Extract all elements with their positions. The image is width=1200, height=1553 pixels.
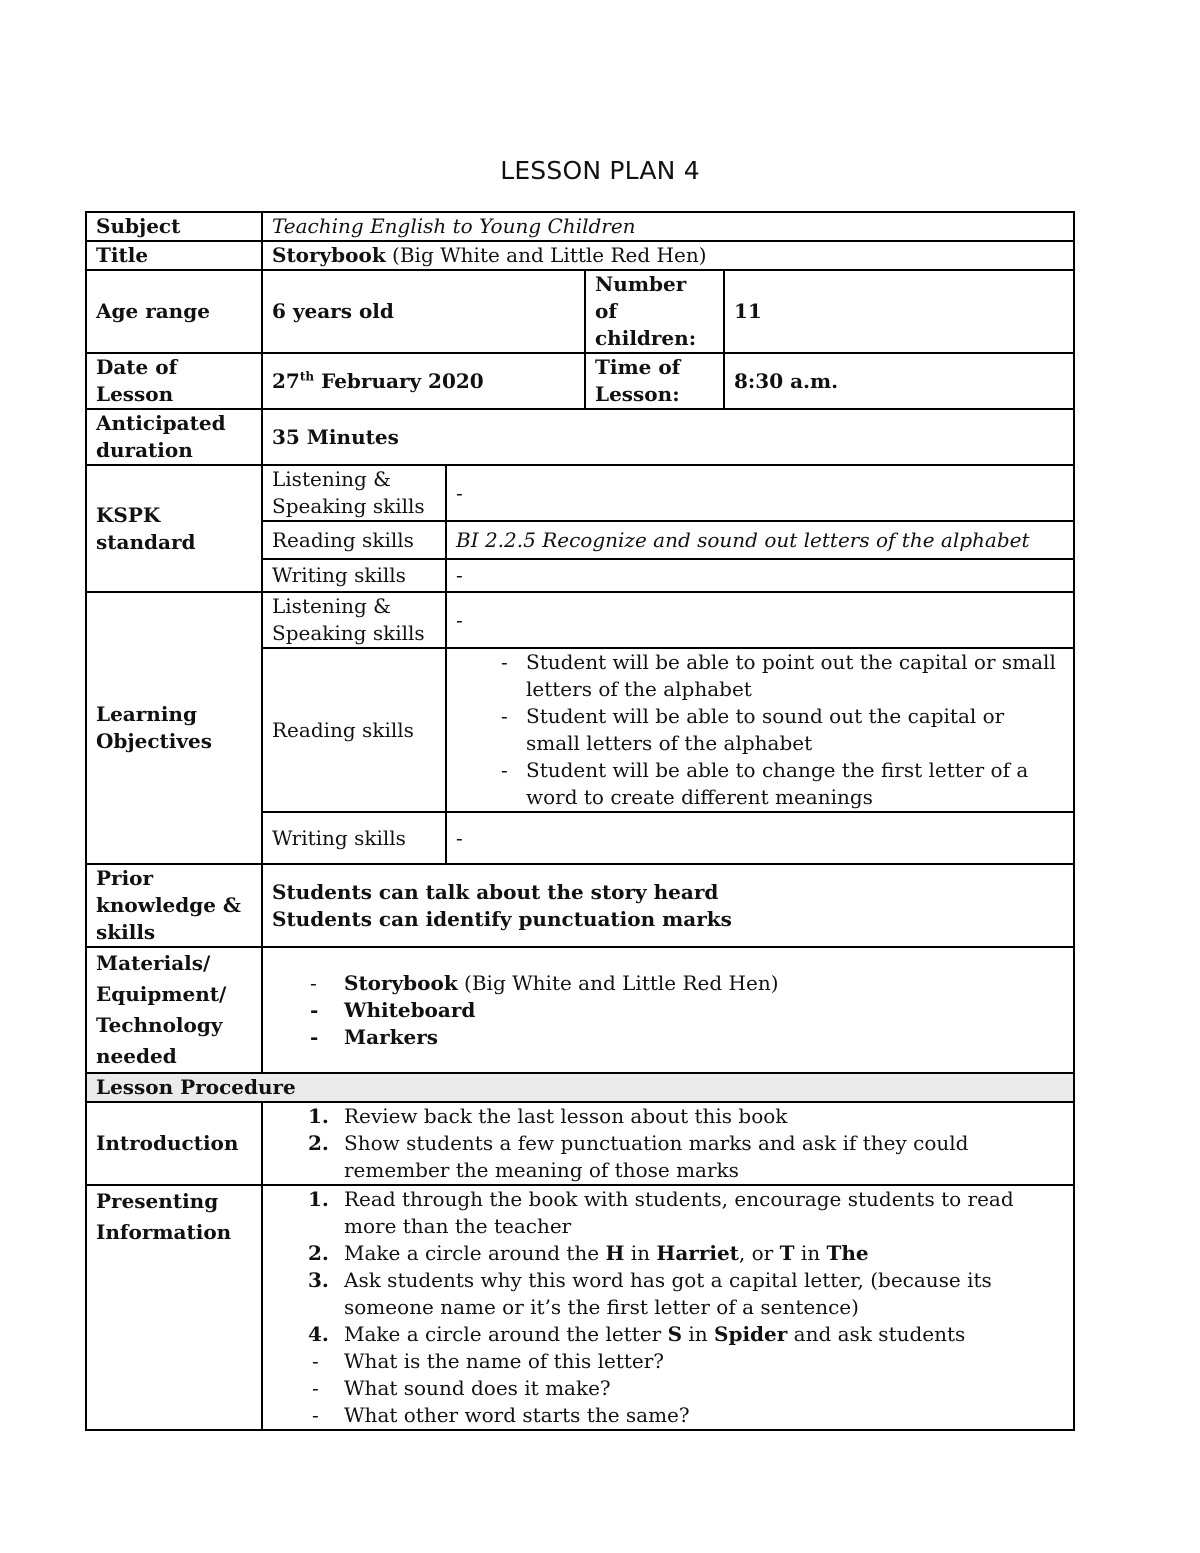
row-date: [86, 353, 1074, 409]
date-day: 27: [272, 368, 300, 393]
row-obj-listening: [86, 592, 1074, 648]
children-value: 11: [724, 270, 1074, 353]
title-value: [262, 241, 1074, 270]
prior-line-1: Students can talk about the story heard: [272, 879, 719, 904]
row-kspk-listening: [86, 465, 1074, 521]
prior-label: Prior knowledge & skills: [86, 864, 262, 947]
material-1-bold: Storybook: [344, 970, 458, 995]
time-value: 8:30 a.m.: [724, 353, 1074, 409]
list-item: 2. Make a circle around the H in Harriet, or T in The: [308, 1241, 869, 1265]
duration-value: 35 Minutes: [262, 409, 1074, 465]
kspk-listening-label: Listening & Speaking skills: [262, 465, 446, 521]
row-age: [86, 270, 1074, 353]
materials-list: [262, 947, 1074, 1073]
title-label: Title: [86, 241, 262, 270]
list-item: - What other word starts the same?: [312, 1403, 690, 1427]
obj-writing-label: Writing skills: [262, 812, 446, 864]
list-item: - Markers: [272, 1024, 1064, 1051]
kspk-writing-label: Writing skills: [262, 559, 446, 592]
obj-listening-value: -: [446, 592, 1074, 648]
children-label: Number of children:: [585, 270, 724, 353]
duration-label: Anticipated duration: [86, 409, 262, 465]
kspk-reading-label: Reading skills: [262, 521, 446, 559]
obj-reading-list: [446, 648, 1074, 812]
row-prior: [86, 864, 1074, 947]
title-rest: (Big White and Little Red Hen): [385, 243, 707, 267]
list-item: - Student will be able to point out the capital or small letters of the alphabet: [456, 649, 1064, 703]
subject-label: Subject: [86, 212, 262, 241]
row-introduction: [86, 1102, 1074, 1185]
age-label: Age range: [86, 270, 262, 353]
list-item: 1. Read through the book with students, encourage students to read more than the teacher: [308, 1187, 1014, 1238]
kspk-listening-value: -: [446, 465, 1074, 521]
prior-line-2: Students can identify punctuation marks: [272, 906, 732, 931]
age-value: 6 years old: [262, 270, 585, 353]
prior-value: [262, 864, 1074, 947]
presenting-steps: [262, 1185, 1074, 1430]
date-rest: February 2020: [314, 368, 484, 393]
subject-value: Teaching English to Young Children: [262, 212, 1074, 241]
row-presenting: [86, 1185, 1074, 1430]
date-suffix: th: [299, 368, 315, 383]
materials-label: Materials/ Equipment/ Technology needed: [86, 947, 262, 1073]
list-item: - What sound does it make?: [312, 1376, 611, 1400]
row-title: [86, 241, 1074, 270]
obj-reading-label: Reading skills: [262, 648, 446, 812]
title-bold: Storybook: [272, 243, 386, 267]
list-item: - What is the name of this letter?: [312, 1349, 665, 1373]
obj-listening-label: Listening & Speaking skills: [262, 592, 446, 648]
material-1-rest: (Big White and Little Red Hen): [457, 970, 779, 995]
kspk-reading-value: BI 2.2.5 Recognize and sound out letters of the alphabet: [446, 521, 1074, 559]
list-item: 3. Ask students why this word has got a capital letter, (because its someone name or it’s the first letter of a sentence): [308, 1268, 992, 1319]
kspk-writing-value: -: [446, 559, 1074, 592]
objectives-label: Learning Objectives: [86, 592, 262, 864]
list-item: 2. Show students a few punctuation marks and ask if they could remember the meaning of those marks: [308, 1131, 969, 1182]
introduction-label: Introduction: [86, 1102, 262, 1185]
time-label: Time of Lesson:: [585, 353, 724, 409]
list-item: - Student will be able to change the first letter of a word to create different meanings: [456, 757, 1064, 811]
row-materials: [86, 947, 1074, 1073]
obj-writing-value: -: [446, 812, 1074, 864]
date-label: Date of Lesson: [86, 353, 262, 409]
list-item: [272, 970, 1064, 997]
list-item: 1. Review back the last lesson about this book: [308, 1104, 788, 1128]
kspk-label: KSPK standard: [86, 465, 262, 592]
row-subject: [86, 212, 1074, 241]
introduction-steps: [262, 1102, 1074, 1185]
row-procedure-header: [86, 1073, 1074, 1102]
lesson-plan-table: [85, 211, 1075, 1431]
presenting-label: Presenting Information: [86, 1185, 262, 1430]
row-duration: [86, 409, 1074, 465]
page-title: LESSON PLAN 4: [500, 156, 700, 185]
list-item: - Student will be able to sound out the capital or small letters of the alphabet: [456, 703, 1064, 757]
procedure-label: Lesson Procedure: [86, 1073, 1074, 1102]
list-item: 4. Make a circle around the letter S in Spider and ask students: [308, 1322, 966, 1346]
list-item: - Whiteboard: [272, 997, 1064, 1024]
date-value: [262, 353, 585, 409]
